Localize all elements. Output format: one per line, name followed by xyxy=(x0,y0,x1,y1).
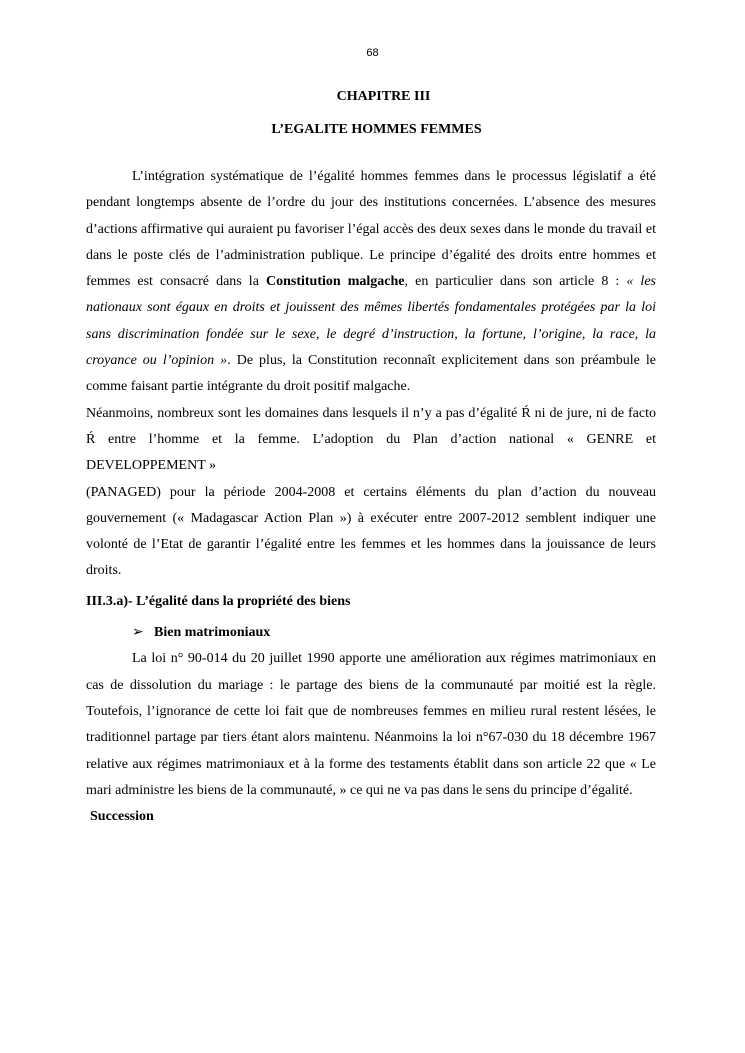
constitution-bold: Constitution malgache xyxy=(266,274,405,290)
chapter-subtitle: L’EGALITE HOMMES FEMMES xyxy=(271,122,482,137)
intro-text-c: . De plus, la Constitution reconnaît explicitement dans son préambule le comme faisant partie intégrante du droit positif malgache. xyxy=(86,353,656,395)
article-8-quote: « les nationaux sont égaux en droits et jouissent des mêmes libertés fondamentales protégées par la loi sans discrimination fondée sur le sexe, le degré d’instruction, la fortune, l’origine, la race, la croyance ou l’opinion » xyxy=(86,274,656,369)
paragraph-neanmoins: Néanmoins, nombreux sont les domaines dans lesquels il n’y a pas d’égalité Ŕ ni de jure, ni de facto Ŕ entre l’homme et la femme. L’adoption du Plan d’action national « GENRE et DEVELOPPEMENT » xyxy=(86,405,656,474)
section-heading: III.3.a)- L’égalité dans la propriété des biens xyxy=(86,593,351,609)
intro-text-b: , en particulier dans son article 8 : xyxy=(404,274,627,290)
arrow-bullet-icon: ➢ xyxy=(132,625,144,641)
document-body xyxy=(86,164,656,830)
page-number: 68 xyxy=(366,47,379,59)
chapter-title: CHAPITRE III xyxy=(336,89,431,104)
intro-text-a: L’intégration systématique de l’égalité hommes femmes dans le processus législatif a été pendant longtemps absente de l’ordre du jour des institutions concernées. L’absence des mesures d’actions affirmative qui auraient pu favoriser l’égal accès des deux sexes dans le monde du travail et dans le poste clés de l’administration publique. Le principe d’égalité des droits entre hommes et femmes est consacré dans la xyxy=(86,169,656,290)
bullet-item xyxy=(86,620,656,646)
succession-heading: Succession xyxy=(90,809,154,825)
paragraph-loi: La loi n° 90-014 du 20 juillet 1990 apporte une amélioration aux régimes matrimoniaux en cas de dissolution du mariage : le partage des biens de la communauté par moitié est la règle. Toutefois, l’ignorance de cette loi fait que de nombreuses femmes en milieu rural restent lésées, le traditionnel partage par tiers étant alors maintenu. Néanmoins la loi n°67-030 du 18 décembre 1967 relative aux régimes matrimoniaux et à la forme des testaments établit dans son article 22 que « Le mari administre les biens de la communauté, » ce qui ne va pas dans le sens du principe d’égalité. xyxy=(86,651,656,798)
intro-paragraph xyxy=(86,164,656,401)
paragraph-panaged: (PANAGED) pour la période 2004-2008 et certains éléments du plan d’action du nouveau gouvernement (« Madagascar Action Plan ») à exécuter entre 2007-2012 semblent indiquer une volonté de l’Etat de garantir l’égalité entre les femmes et les hommes dans la jouissance de leurs droits. xyxy=(86,484,656,579)
bullet-label: Bien matrimoniaux xyxy=(154,625,271,641)
